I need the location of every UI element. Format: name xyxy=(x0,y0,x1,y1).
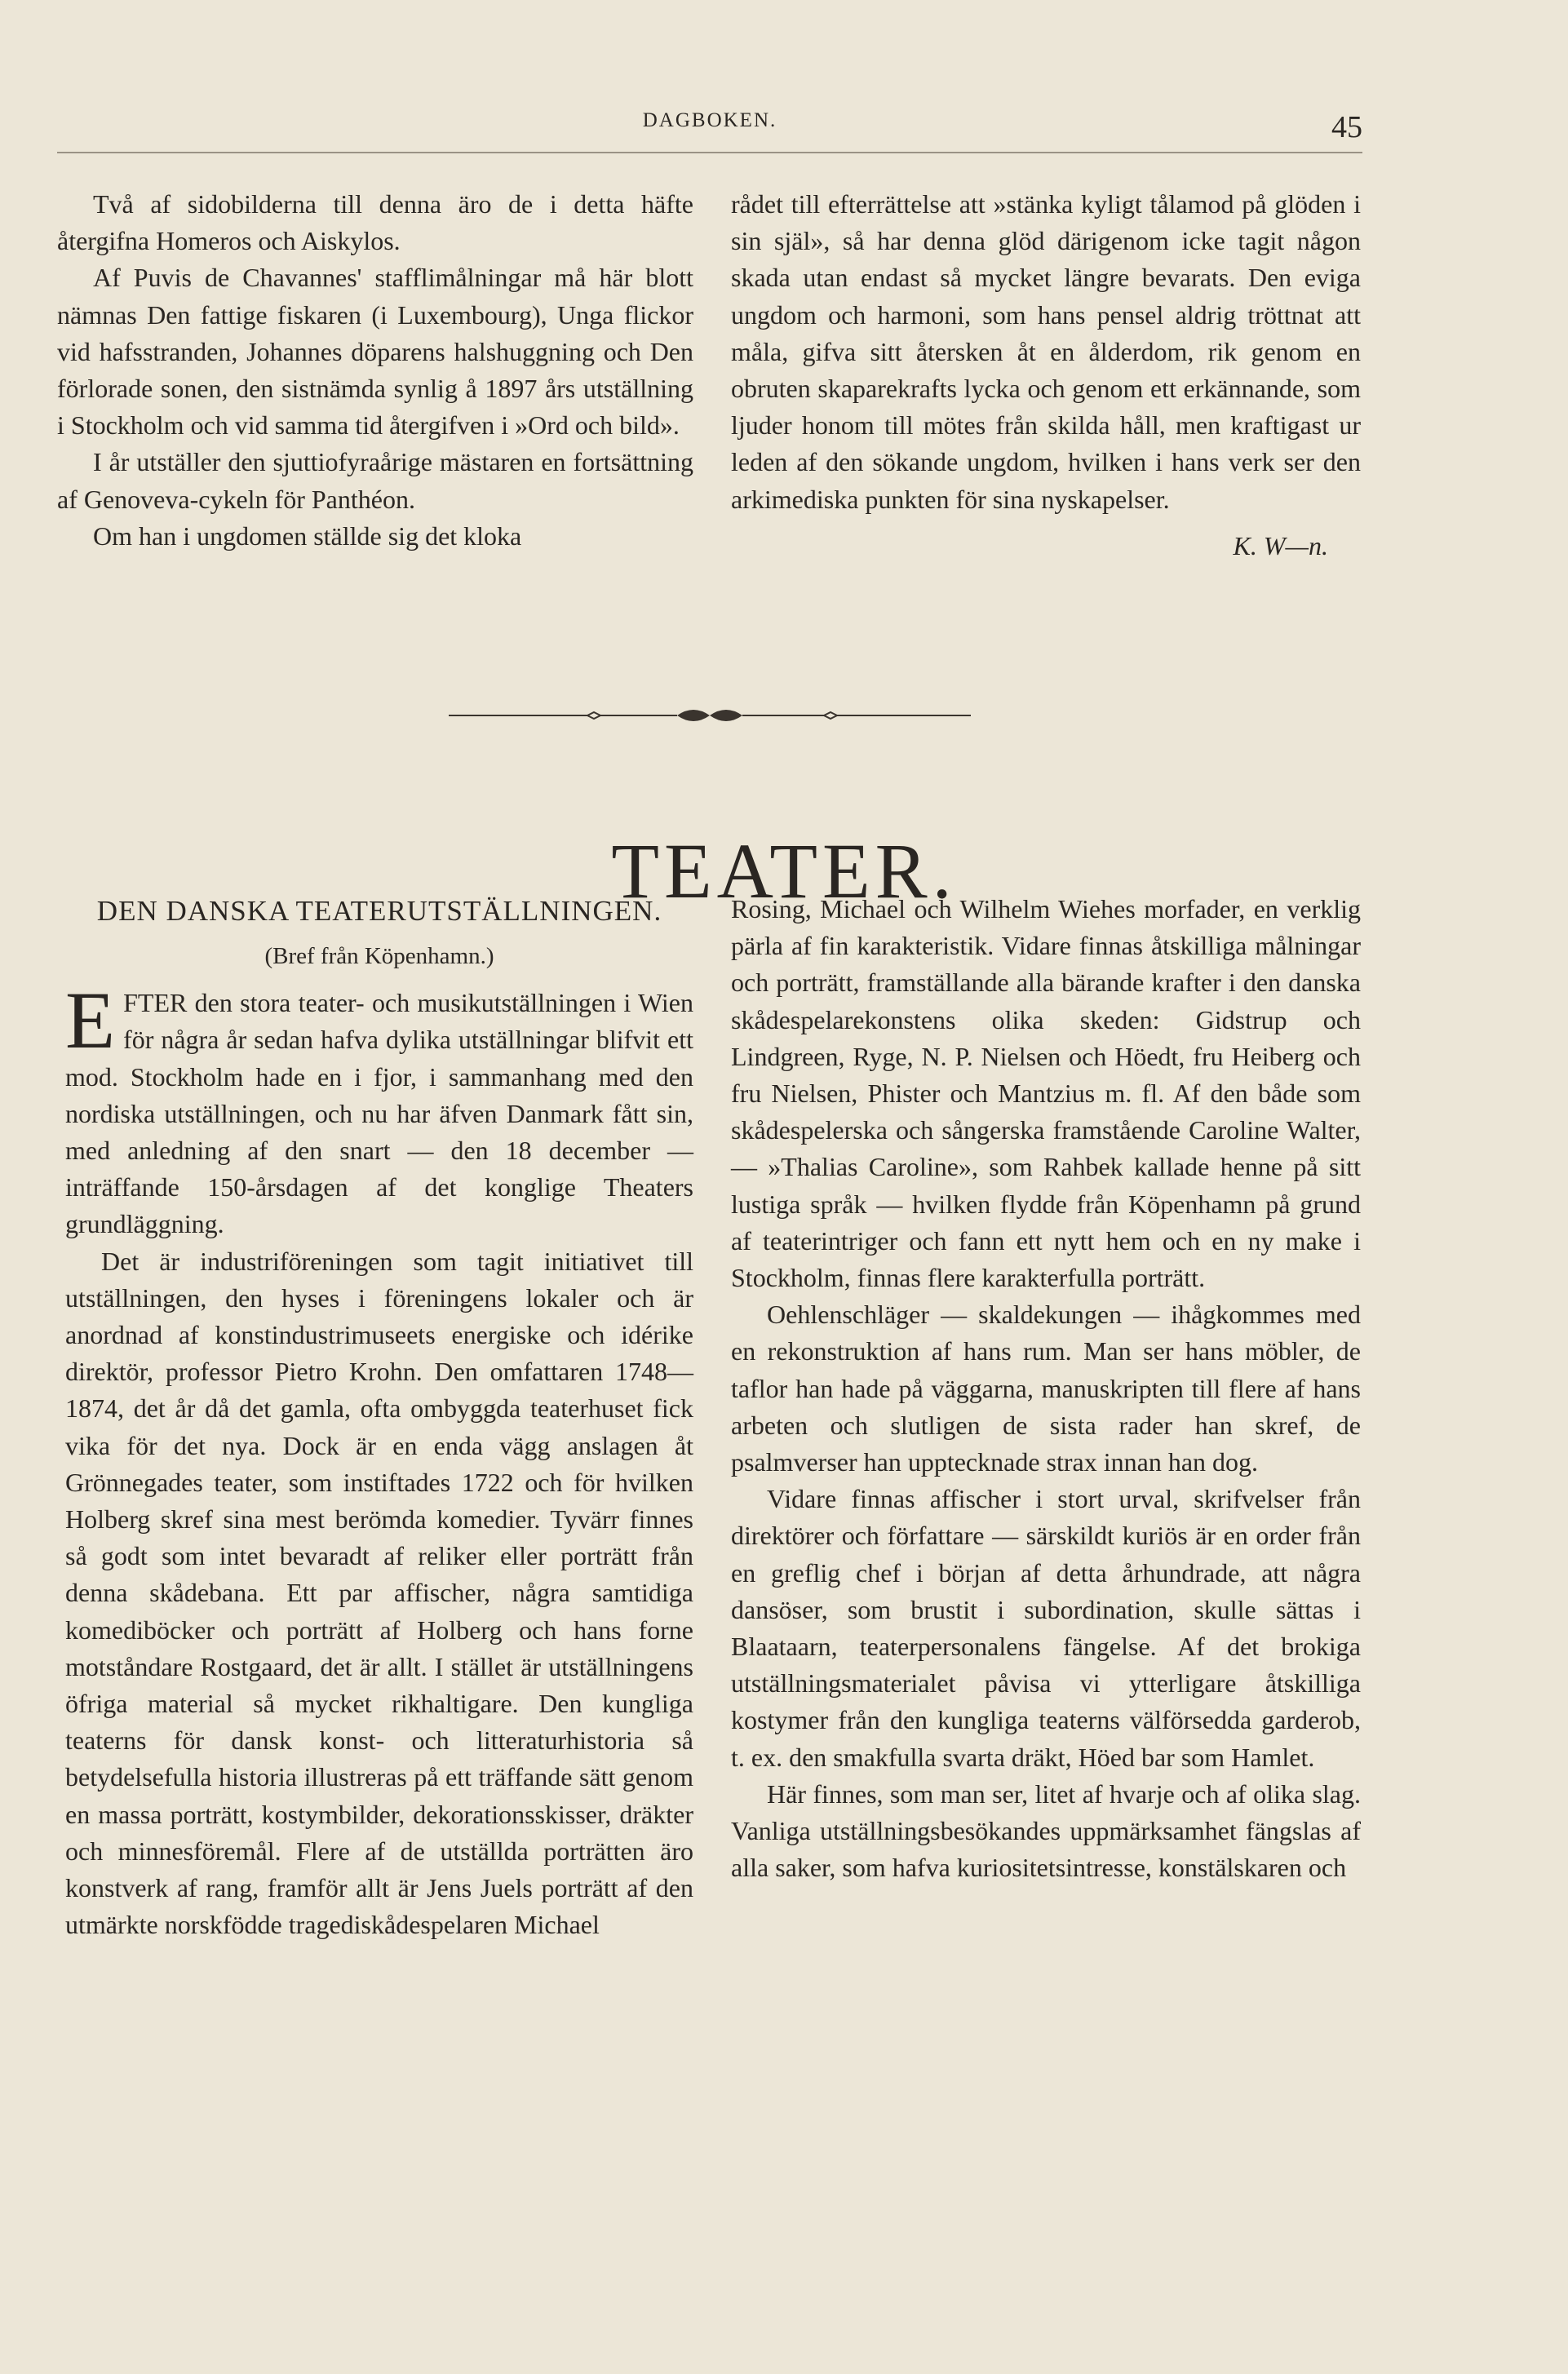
paragraph: Af Puvis de Chavannes' stafflimålningar må här blott nämnas Den fattige fiskaren (i Luxembourg), Unga flickor vid hafsstranden, Johannes döparens halshuggning och Den förlorade sonen, den sistnämda synlig å 1897 års utställning i Stockholm och vid samma tid återgifven i »Ord och bild». xyxy=(57,263,693,441)
paragraph-text: FTER den stora teater- och musikutställningen i Wien för några år sedan hafva dylika utställningar blifvit ett mod. Stockholm hade en i fjor, i sammanhang med den nordiska utställningen, och nu har äfven Danmark fått sin, med anledning af den snart — den 18 december — inträffande 150-årsdagen af det konglige Theaters grundläggning. xyxy=(65,988,693,1239)
paragraph: Oehlenschläger — skaldekungen — ihågkommes med en rekonstruktion af hans rum. Man ser hans möbler, de taflor han hade på väggarna, manuskripten till flere af hans arbeten och slutligen de sista rader han skref, de psalmverser han upptecknade strax innan han dog. xyxy=(731,1300,1361,1477)
article-subtitle: (Bref från Köpenhamn.) xyxy=(264,943,494,969)
drop-cap: E xyxy=(65,975,116,1066)
paragraph: Vidare finnas affischer i stort urval, skrifvelser från direktörer och författare — särskildt kuriös är en order från en greflig chef i början af detta århundrade, att några dansöser, som brustit i subordination, skulle sättas i Blaataarn, teaterpersonalens fängelse. Af det brokiga utställningsmaterialet påvisa vi ytterligare åtskilliga kostymer från den kungliga teaterns välförsedda garderob, t. ex. den smakfulla svarta dräkt, Höed bar som Hamlet. xyxy=(731,1484,1361,1772)
page-number: 45 xyxy=(1331,110,1362,144)
article-left-column xyxy=(65,891,693,1943)
paragraph: rådet till efterrättelse att »stänka kyligt tålamod på glöden i sin själ», så har denna glöd därigenom icke tagit någon skada utan endast så mycket längre bevarats. Den eviga ungdom och harmoni, som hans pensel aldrig tröttnat att måla, gifva sitt återsken åt en ålderdom, rik genom en obruten skaparekrafts lycka och genom ett erkännande, som ljuder honom till mötes från skilda håll, men kraftigast ur leden af den sökande ungdom, hvilken i hans verk ser den arkimediska punkten för sina nyskapelser. xyxy=(731,189,1361,514)
paragraph: I år utställer den sjuttiofyraårige mästaren en fortsättning af Genoveva-cykeln för Panthéon. xyxy=(57,447,693,514)
paragraph xyxy=(65,975,693,1242)
section-title: TEATER. xyxy=(611,827,957,915)
article-right-column xyxy=(731,891,1361,1886)
article-title: DEN DANSKA TEATERUTSTÄLLNINGEN. xyxy=(96,895,662,927)
running-title: DAGBOKEN. xyxy=(642,109,777,131)
paragraph: Här finnes, som man ser, litet af hvarje och af olika slag. Vanliga utställningsbesökandes uppmärksamhet fängslas af alla saker, som hafva kuriositetsintresse, konstälskaren och xyxy=(731,1778,1361,1883)
running-header xyxy=(57,103,1362,153)
top-left-column xyxy=(57,186,693,555)
paragraph: Två af sidobilderna till denna äro de i detta häfte återgifna Homeros och Aiskylos. xyxy=(57,189,693,256)
ornamental-divider xyxy=(449,703,971,728)
author-signature: K. W—n. xyxy=(1233,530,1328,560)
paragraph: Om han i ungdomen ställde sig det kloka xyxy=(93,520,522,551)
top-right-column xyxy=(731,186,1361,565)
paragraph: Rosing, Michael och Wilhelm Wiehes morfader, en verklig pärla af fin karakteristik. Vidare finnas åtskilliga målningar och porträtt, framställande alla bärande krafter i den danska skådespelarekonstens olika skeden: Gidstrup och Lindgreen, Ryge, N. P. Nielsen och Höedt, fru Heiberg och fru Nielsen, Phister och Mantzius m. fl. Af den både som skådespelerska och sångerska framstående Caroline Walter, — »Thalias Caroline», som Rahbek kallade henne på sitt lustiga språk — hvilken flydde från Köpenhamn på grund af teaterintriger och fann ett nytt hem och en ny make i Stockholm, finnas flere karakterfulla porträtt. xyxy=(731,894,1361,1293)
paragraph: Det är industriföreningen som tagit initiativet till utställningen, den hyses i föreningens lokaler och är anordnad af konstindustrimuseets energiske och idérike direktör, professor Pietro Krohn. Den omfattaren 1748—1874, det år då det gamla, ofta ombyggda teaterhuset fick vika för det nya. Dock är en enda vägg anslagen åt Grönnegades teater, som instiftades 1722 och för hvilken Holberg skref sina mest berömda komedier. Tyvärr finnes så godt som intet bevaradt af reliker eller porträtt från denna skådebana. Ett par affischer, några samtidiga komediböcker och porträtt af Holberg och hans forne motståndare Rostgaard, det är allt. I stället är utställningens öfriga material så mycket rikhaltigare. Den kungliga teaterns för dansk konst- och litteraturhistoria så betydelsefulla historia illustreras på ett träffande sätt genom en massa porträtt, kostymbilder, dekorationsskisser, dräkter och minnesföremål. Flere af de utställda porträtten äro konstverk af rang, framför allt är Jens Juels porträtt af den utmärkte norskfödde tragediskådespelaren Michael xyxy=(65,1246,693,1940)
